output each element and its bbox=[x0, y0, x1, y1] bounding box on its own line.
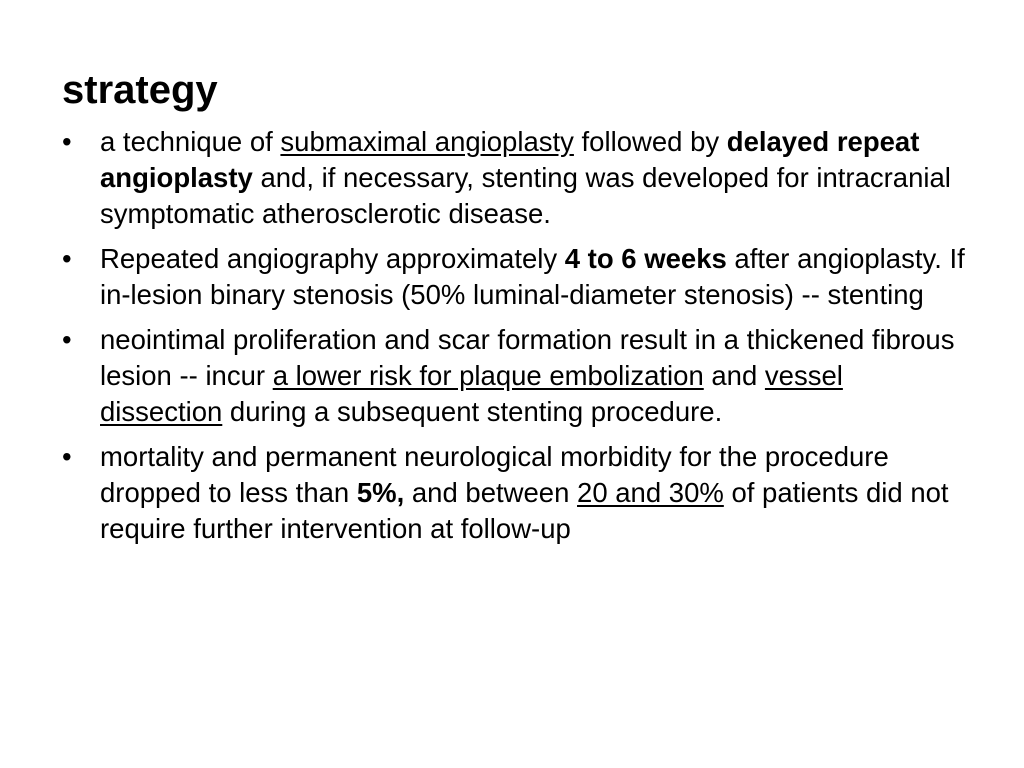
bullet-segment-underlined: vessel dissection bbox=[100, 360, 843, 427]
bullet-text bbox=[100, 324, 954, 427]
bullet-item bbox=[62, 124, 972, 232]
bullet-segment: Repeated angiography approximately bbox=[100, 243, 565, 274]
bullet-item bbox=[62, 322, 972, 430]
bullet-segment: mortality and permanent neurological morbidity for the procedure dropped to less than bbox=[100, 441, 889, 508]
bullet-segment: of patients did not require further intervention at follow-up bbox=[100, 477, 949, 544]
bullet-segment: after angioplasty. If in-lesion binary stenosis (50% luminal-diameter stenosis) -- stenting bbox=[100, 243, 965, 310]
bullet-segment-underlined: submaximal angioplasty bbox=[280, 126, 574, 157]
bullet-marker: • bbox=[62, 243, 72, 274]
bullet-segment: and bbox=[703, 360, 765, 391]
bullet-item bbox=[62, 439, 972, 547]
bullet-segment-bold: 5%, bbox=[356, 477, 405, 508]
bullet-segment: and between bbox=[404, 477, 578, 508]
bullet-segment: a technique of bbox=[100, 126, 281, 157]
bullet-segment-bold: delayed repeat angioplasty bbox=[100, 126, 920, 193]
bullet-segment: and, if necessary, stenting was developed for intracranial symptomatic atherosclerotic disease. bbox=[100, 162, 951, 229]
bullet-segment: followed by bbox=[573, 126, 727, 157]
bullet-marker: • bbox=[62, 441, 72, 472]
bullet-text bbox=[100, 441, 949, 544]
bullet-segment-bold: 4 to 6 weeks bbox=[564, 243, 727, 274]
bullet-list bbox=[62, 124, 972, 556]
bullet-marker: • bbox=[62, 126, 72, 157]
bullet-text bbox=[100, 243, 965, 310]
bullet-segment-underlined: 20 and 30% bbox=[577, 477, 724, 508]
slide-title: strategy bbox=[62, 68, 218, 112]
bullet-text bbox=[100, 126, 951, 229]
bullet-marker: • bbox=[62, 324, 72, 355]
bullet-segment-underlined: a lower risk for plaque embolization bbox=[272, 360, 704, 391]
bullet-segment: during a subsequent stenting procedure. bbox=[222, 396, 723, 427]
bullet-segment: neointimal proliferation and scar formation result in a thickened fibrous lesion -- incur bbox=[100, 324, 955, 391]
bullet-item bbox=[62, 241, 972, 313]
